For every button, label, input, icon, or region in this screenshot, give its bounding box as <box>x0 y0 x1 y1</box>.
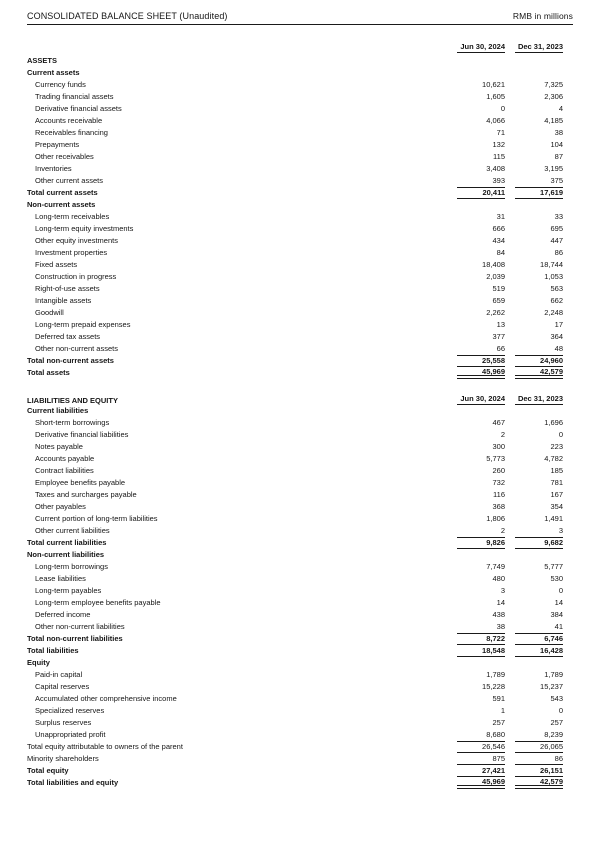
liabilities-column-header-row <box>27 392 573 405</box>
row-label: Derivative financial liabilities <box>35 430 129 439</box>
value-jun-30-2024: 377 <box>492 332 505 341</box>
table-row-receivables-financing <box>27 127 563 139</box>
value-dec-31-2023: 4,185 <box>544 116 563 125</box>
value-dec-31-2023: 38 <box>554 128 563 137</box>
value-dec-31-2023: 42,579 <box>515 777 563 789</box>
row-label: Current assets <box>27 68 80 77</box>
table-row-long-term-receivables <box>27 211 563 223</box>
row-label: Non-current assets <box>27 200 96 209</box>
value-jun-30-2024: 2,262 <box>486 308 505 317</box>
row-label: Deferred income <box>35 610 91 619</box>
row-label: Long-term receivables <box>35 212 110 221</box>
value-jun-30-2024: 66 <box>496 344 505 353</box>
value-jun-30-2024: 4,066 <box>486 116 505 125</box>
value-jun-30-2024: 368 <box>492 502 505 511</box>
table-row-long-term-payables <box>27 585 563 597</box>
value-jun-30-2024: 666 <box>492 224 505 233</box>
table-row-total-liabilities-and-equity <box>27 777 563 789</box>
table-row-other-non-current-liabilities <box>27 621 563 633</box>
row-label: Total liabilities <box>27 646 79 655</box>
value-jun-30-2024: 25,558 <box>457 355 505 367</box>
row-label: Unappropriated profit <box>35 730 106 739</box>
value-jun-30-2024: 45,969 <box>457 367 505 379</box>
unit-note: RMB in millions <box>512 11 573 21</box>
value-dec-31-2023: 14 <box>554 598 563 607</box>
value-jun-30-2024: 7,749 <box>486 562 505 571</box>
table-row-other-receivables <box>27 151 563 163</box>
table-row-surplus-reserves <box>27 717 563 729</box>
assets-column-header-row <box>27 40 573 53</box>
value-jun-30-2024: 467 <box>492 418 505 427</box>
value-jun-30-2024: 257 <box>492 718 505 727</box>
value-jun-30-2024: 2,039 <box>486 272 505 281</box>
row-label: Inventories <box>35 164 72 173</box>
value-dec-31-2023 <box>515 199 563 211</box>
table-row-capital-reserves <box>27 681 563 693</box>
value-jun-30-2024 <box>457 405 505 417</box>
row-label: Other non-current liabilities <box>35 622 125 631</box>
table-row-total-non-current-liabilities <box>27 633 563 645</box>
section-header-row-current-assets <box>27 67 563 79</box>
table-row-minority-shareholders <box>27 753 563 765</box>
value-jun-30-2024: 0 <box>500 104 505 113</box>
value-dec-31-2023: 17 <box>554 320 563 329</box>
table-row-short-term-borrowings <box>27 417 563 429</box>
value-jun-30-2024: 875 <box>457 753 505 765</box>
value-dec-31-2023: 9,682 <box>515 537 563 549</box>
column-header-jun-30-2024: Jun 30, 2024 <box>457 42 505 53</box>
table-row-other-non-current-assets <box>27 343 563 355</box>
value-dec-31-2023: 0 <box>558 586 563 595</box>
liabilities-equity-section-heading: LIABILITIES AND EQUITY <box>27 396 118 405</box>
table-row-accumulated-other-comprehensive-income <box>27 693 563 705</box>
value-jun-30-2024: 393 <box>492 176 505 185</box>
row-label: Goodwill <box>35 308 64 317</box>
value-jun-30-2024: 15,228 <box>482 682 505 691</box>
value-dec-31-2023: 16,428 <box>515 645 563 657</box>
value-dec-31-2023: 15,237 <box>540 682 563 691</box>
value-jun-30-2024: 8,722 <box>457 633 505 645</box>
table-row-total-current-assets <box>27 187 563 199</box>
value-dec-31-2023: 4,782 <box>544 454 563 463</box>
table-row-notes-payable <box>27 441 563 453</box>
value-jun-30-2024: 20,411 <box>457 187 505 199</box>
row-label: Other receivables <box>35 152 94 161</box>
value-dec-31-2023: 257 <box>550 718 563 727</box>
value-jun-30-2024: 10,621 <box>482 80 505 89</box>
table-row-long-term-prepaid-expenses <box>27 319 563 331</box>
row-label: Long-term employee benefits payable <box>35 598 161 607</box>
value-jun-30-2024: 84 <box>496 248 505 257</box>
row-label: Specialized reserves <box>35 706 105 715</box>
row-label: Prepayments <box>35 140 80 149</box>
row-label: Long-term prepaid expenses <box>35 320 131 329</box>
value-dec-31-2023: 41 <box>554 622 563 631</box>
value-dec-31-2023: 86 <box>515 753 563 765</box>
value-jun-30-2024: 71 <box>496 128 505 137</box>
row-label: Accumulated other comprehensive income <box>35 694 177 703</box>
table-row-long-term-employee-benefits-payable <box>27 597 563 609</box>
value-jun-30-2024: 38 <box>496 622 505 631</box>
value-dec-31-2023: 24,960 <box>515 355 563 367</box>
value-dec-31-2023: 17,619 <box>515 187 563 199</box>
column-header-dec-31-2023: Dec 31, 2023 <box>515 394 563 405</box>
assets-table <box>27 67 573 379</box>
value-jun-30-2024: 8,680 <box>486 730 505 739</box>
table-row-trading-financial-assets <box>27 91 563 103</box>
row-label: Current portion of long-term liabilities <box>35 514 158 523</box>
value-dec-31-2023: 0 <box>558 706 563 715</box>
table-row-lease-liabilities <box>27 573 563 585</box>
row-label: Receivables financing <box>35 128 108 137</box>
table-row-fixed-assets <box>27 259 563 271</box>
value-dec-31-2023: 781 <box>550 478 563 487</box>
value-dec-31-2023: 104 <box>550 140 563 149</box>
assets-section-heading: ASSETS <box>27 56 58 65</box>
table-row-construction-in-progress <box>27 271 563 283</box>
row-label: Currency funds <box>35 80 86 89</box>
table-row-inventories <box>27 163 563 175</box>
row-label: Notes payable <box>35 442 83 451</box>
value-dec-31-2023: 1,053 <box>544 272 563 281</box>
table-row-total-equity <box>27 765 563 777</box>
value-dec-31-2023: 364 <box>550 332 563 341</box>
table-row-right-of-use-assets <box>27 283 563 295</box>
value-dec-31-2023: 2,306 <box>544 92 563 101</box>
value-jun-30-2024: 1,789 <box>486 670 505 679</box>
table-row-long-term-equity-investments <box>27 223 563 235</box>
value-dec-31-2023: 185 <box>550 466 563 475</box>
table-row-other-equity-investments <box>27 235 563 247</box>
row-label: Derivative financial assets <box>35 104 122 113</box>
value-dec-31-2023: 8,239 <box>544 730 563 739</box>
value-jun-30-2024: 1,806 <box>486 514 505 523</box>
row-label: Long-term equity investments <box>35 224 134 233</box>
row-label: Capital reserves <box>35 682 90 691</box>
row-label: Total current assets <box>27 188 98 197</box>
value-dec-31-2023: 86 <box>554 248 563 257</box>
row-label: Construction in progress <box>35 272 117 281</box>
value-jun-30-2024: 116 <box>493 490 505 499</box>
row-label: Total non-current assets <box>27 356 114 365</box>
value-dec-31-2023: 563 <box>550 284 563 293</box>
row-label: Other payables <box>35 502 86 511</box>
value-dec-31-2023 <box>515 405 563 417</box>
table-row-investment-properties <box>27 247 563 259</box>
value-jun-30-2024: 732 <box>492 478 505 487</box>
value-jun-30-2024 <box>457 199 505 211</box>
value-jun-30-2024: 5,773 <box>486 454 505 463</box>
value-jun-30-2024 <box>457 67 505 79</box>
column-header-dec-31-2023: Dec 31, 2023 <box>515 42 563 53</box>
value-dec-31-2023: 7,325 <box>544 80 563 89</box>
value-dec-31-2023: 5,777 <box>544 562 563 571</box>
value-dec-31-2023: 6,746 <box>515 633 563 645</box>
value-dec-31-2023: 447 <box>550 236 563 245</box>
value-dec-31-2023: 18,744 <box>540 260 563 269</box>
liabilities-equity-table <box>27 405 573 789</box>
row-label: Total equity <box>27 766 69 775</box>
table-row-contract-liabilities <box>27 465 563 477</box>
value-dec-31-2023: 33 <box>554 212 563 221</box>
row-label: Contract liabilities <box>35 466 94 475</box>
row-label: Trading financial assets <box>35 92 114 101</box>
row-label: Surplus reserves <box>35 718 92 727</box>
value-jun-30-2024: 2 <box>500 430 505 439</box>
row-label: Short-term borrowings <box>35 418 110 427</box>
value-jun-30-2024: 115 <box>493 152 505 161</box>
value-jun-30-2024: 132 <box>492 140 505 149</box>
row-label: Investment properties <box>35 248 108 257</box>
value-dec-31-2023: 354 <box>550 502 563 511</box>
report-title: CONSOLIDATED BALANCE SHEET (Unaudited) <box>27 11 228 21</box>
row-label: Minority shareholders <box>27 754 99 763</box>
value-dec-31-2023: 384 <box>550 610 563 619</box>
value-jun-30-2024: 480 <box>492 574 505 583</box>
value-jun-30-2024: 300 <box>492 442 505 451</box>
value-jun-30-2024: 2 <box>500 526 505 535</box>
table-row-other-current-liabilities <box>27 525 563 537</box>
value-jun-30-2024: 13 <box>496 320 505 329</box>
row-label: Total equity attributable to owners of the parent <box>27 742 183 751</box>
value-jun-30-2024: 659 <box>492 296 505 305</box>
row-label: Taxes and surcharges payable <box>35 490 137 499</box>
value-dec-31-2023: 48 <box>554 344 563 353</box>
table-row-intangible-assets <box>27 295 563 307</box>
table-row-accounts-payable <box>27 453 563 465</box>
value-dec-31-2023: 167 <box>550 490 563 499</box>
row-label: Long-term borrowings <box>35 562 108 571</box>
value-dec-31-2023: 3,195 <box>544 164 563 173</box>
value-dec-31-2023: 0 <box>558 430 563 439</box>
value-jun-30-2024: 18,548 <box>457 645 505 657</box>
table-row-unappropriated-profit <box>27 729 563 741</box>
value-jun-30-2024: 3,408 <box>486 164 505 173</box>
value-dec-31-2023: 26,065 <box>515 741 563 753</box>
row-label: Total liabilities and equity <box>27 778 119 787</box>
value-jun-30-2024: 45,969 <box>457 777 505 789</box>
document-header <box>27 11 573 25</box>
row-label: Fixed assets <box>35 260 78 269</box>
row-label: Right-of-use assets <box>35 284 100 293</box>
row-label: Intangible assets <box>35 296 92 305</box>
table-row-total-assets <box>27 367 563 379</box>
row-label: Employee benefits payable <box>35 478 126 487</box>
table-row-derivative-financial-assets <box>27 103 563 115</box>
value-dec-31-2023: 662 <box>550 296 563 305</box>
table-row-deferred-income <box>27 609 563 621</box>
column-header-jun-30-2024: Jun 30, 2024 <box>457 394 505 405</box>
row-label: Other current liabilities <box>35 526 110 535</box>
section-header-row-non-current-assets <box>27 199 563 211</box>
table-row-other-payables <box>27 501 563 513</box>
value-dec-31-2023: 4 <box>558 104 563 113</box>
value-dec-31-2023: 87 <box>554 152 563 161</box>
value-dec-31-2023: 223 <box>550 442 563 451</box>
value-jun-30-2024: 260 <box>492 466 505 475</box>
value-dec-31-2023: 1,696 <box>544 418 563 427</box>
row-label: Accounts receivable <box>35 116 103 125</box>
value-dec-31-2023: 375 <box>550 176 563 185</box>
value-dec-31-2023 <box>515 67 563 79</box>
value-jun-30-2024: 434 <box>492 236 505 245</box>
value-dec-31-2023: 26,151 <box>515 765 563 777</box>
value-jun-30-2024: 438 <box>492 610 505 619</box>
value-dec-31-2023: 3 <box>558 526 563 535</box>
section-header-row-current-liabilities <box>27 405 563 417</box>
row-label: Other non-current assets <box>35 344 118 353</box>
value-jun-30-2024 <box>457 657 505 669</box>
value-jun-30-2024: 18,408 <box>482 260 505 269</box>
table-row-taxes-and-surcharges-payable <box>27 489 563 501</box>
row-label: Other equity investments <box>35 236 118 245</box>
row-label: Current liabilities <box>27 406 89 415</box>
table-row-employee-benefits-payable <box>27 477 563 489</box>
row-label: Other current assets <box>35 176 103 185</box>
row-label: Total current liabilities <box>27 538 107 547</box>
value-jun-30-2024: 26,546 <box>457 741 505 753</box>
table-row-accounts-receivable <box>27 115 563 127</box>
table-row-other-current-assets <box>27 175 563 187</box>
row-label: Deferred tax assets <box>35 332 101 341</box>
table-row-total-non-current-assets <box>27 355 563 367</box>
value-jun-30-2024: 1,605 <box>486 92 505 101</box>
value-dec-31-2023: 1,789 <box>544 670 563 679</box>
table-row-total-equity-attributable-to-owners-of-the-parent <box>27 741 563 753</box>
table-row-total-liabilities <box>27 645 563 657</box>
value-dec-31-2023: 2,248 <box>544 308 563 317</box>
value-jun-30-2024: 31 <box>496 212 505 221</box>
table-row-currency-funds <box>27 79 563 91</box>
value-dec-31-2023: 1,491 <box>544 514 563 523</box>
row-label: Long-term payables <box>35 586 102 595</box>
value-jun-30-2024: 9,826 <box>457 537 505 549</box>
row-label: Non-current liabilities <box>27 550 105 559</box>
value-dec-31-2023 <box>515 657 563 669</box>
table-row-total-current-liabilities <box>27 537 563 549</box>
value-jun-30-2024: 27,421 <box>457 765 505 777</box>
table-row-current-portion-of-long-term-liabilities <box>27 513 563 525</box>
table-row-specialized-reserves <box>27 705 563 717</box>
value-dec-31-2023: 530 <box>550 574 563 583</box>
row-label: Lease liabilities <box>35 574 86 583</box>
table-row-long-term-borrowings <box>27 561 563 573</box>
value-jun-30-2024 <box>457 549 505 561</box>
table-row-prepayments <box>27 139 563 151</box>
row-label: Accounts payable <box>35 454 95 463</box>
row-label: Equity <box>27 658 50 667</box>
value-dec-31-2023: 695 <box>550 224 563 233</box>
table-row-paid-in-capital <box>27 669 563 681</box>
value-jun-30-2024: 14 <box>496 598 505 607</box>
section-header-row-equity <box>27 657 563 669</box>
table-row-derivative-financial-liabilities <box>27 429 563 441</box>
value-dec-31-2023: 543 <box>550 694 563 703</box>
value-jun-30-2024: 519 <box>492 284 505 293</box>
value-jun-30-2024: 591 <box>492 694 505 703</box>
value-dec-31-2023 <box>515 549 563 561</box>
value-jun-30-2024: 1 <box>500 706 505 715</box>
section-header-row-non-current-liabilities <box>27 549 563 561</box>
value-dec-31-2023: 42,579 <box>515 367 563 379</box>
row-label: Total non-current liabilities <box>27 634 123 643</box>
row-label: Total assets <box>27 368 70 377</box>
table-row-goodwill <box>27 307 563 319</box>
value-jun-30-2024: 3 <box>500 586 505 595</box>
row-label: Paid-in capital <box>35 670 83 679</box>
table-row-deferred-tax-assets <box>27 331 563 343</box>
